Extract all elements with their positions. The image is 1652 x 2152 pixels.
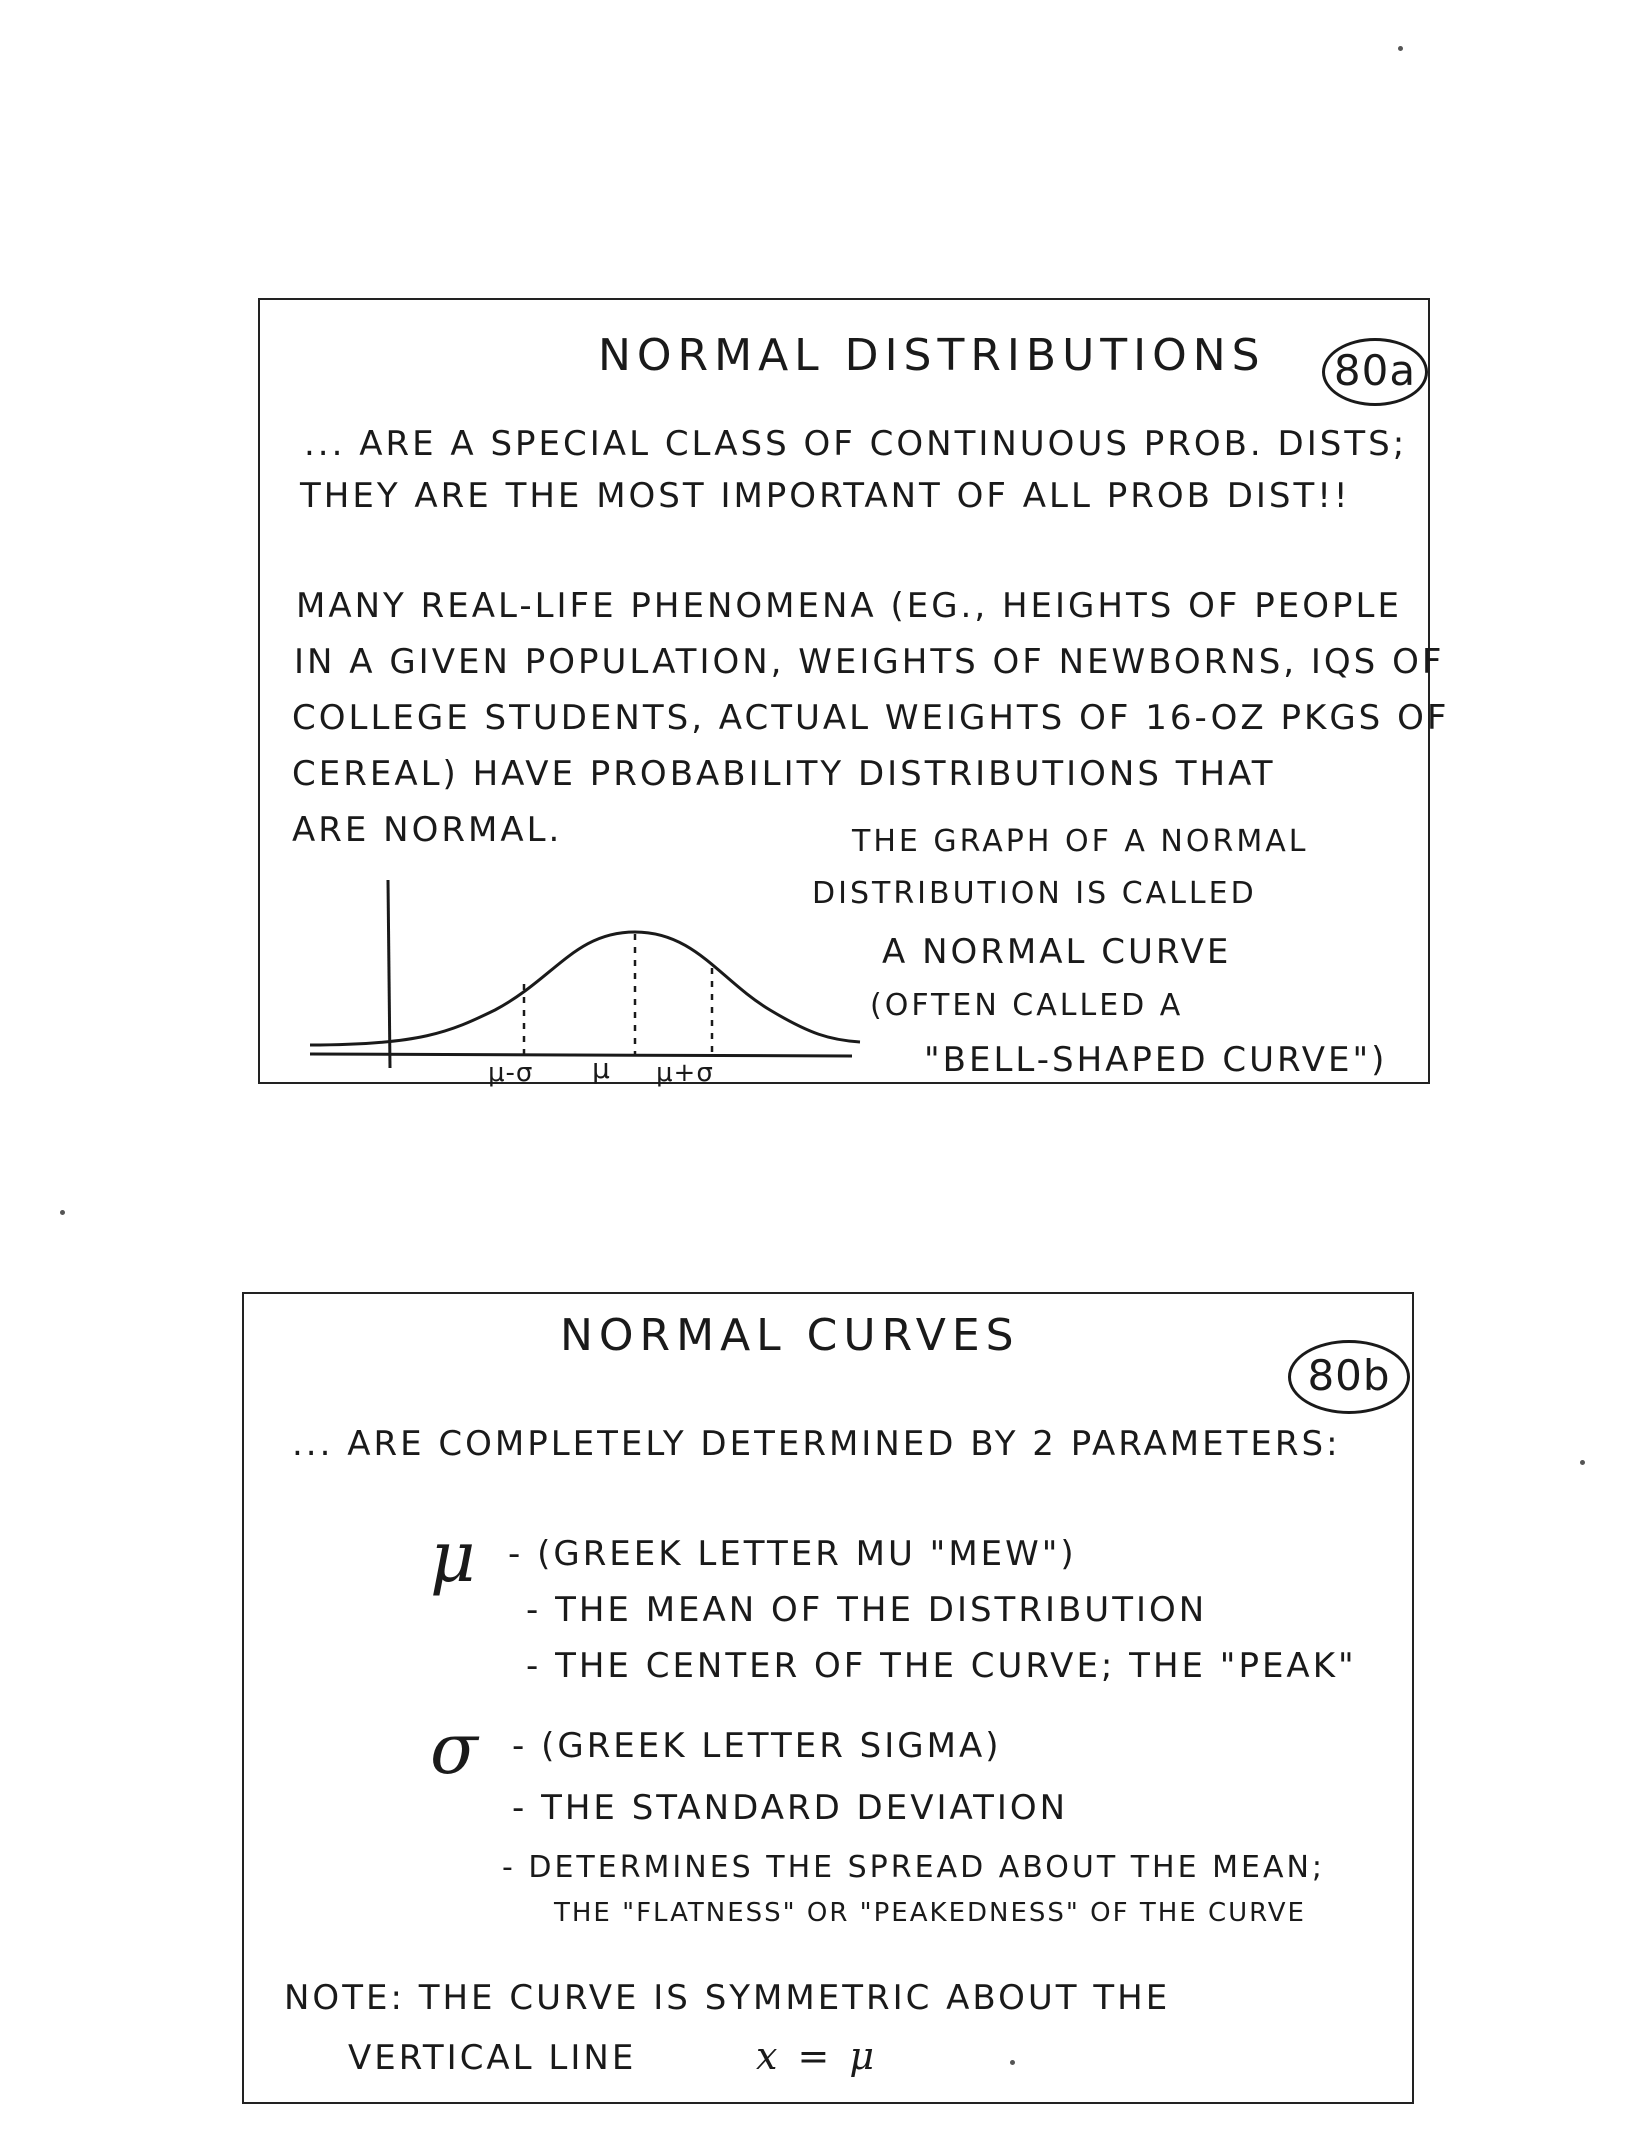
paragraph-line: CEREAL) HAVE PROBABILITY DISTRIBUTIONS THAT (292, 754, 1276, 794)
mu-symbol: μ (430, 1516, 476, 1598)
sigma-symbol: σ (430, 1708, 478, 1790)
sigma-line: THE "FLATNESS" OR "PEAKEDNESS" OF THE CURVE (554, 1898, 1306, 1928)
note-line: NOTE: THE CURVE IS SYMMETRIC ABOUT THE (284, 1978, 1171, 2018)
card-title: NORMAL CURVES (560, 1310, 1020, 1361)
paragraph-line: IN A GIVEN POPULATION, WEIGHTS OF NEWBORNS, IQS OF (294, 642, 1445, 682)
normal-curve (310, 932, 860, 1045)
graph-note-line: "BELL-SHAPED CURVE") (924, 1040, 1388, 1080)
x-axis (310, 1054, 852, 1056)
card-title: NORMAL DISTRIBUTIONS (598, 330, 1266, 381)
note-formula: x = μ (756, 2034, 879, 2078)
page-badge: 80b (1288, 1340, 1410, 1414)
graph-note-line: (OFTEN CALLED A (870, 988, 1184, 1023)
scan-speck (60, 1210, 65, 1215)
graph-note-line: A NORMAL CURVE (882, 932, 1232, 972)
sigma-line: - THE STANDARD DEVIATION (512, 1788, 1069, 1828)
scan-speck (1398, 46, 1403, 51)
graph-note-line: THE GRAPH OF A NORMAL (852, 824, 1309, 859)
note-line: VERTICAL LINE (348, 2038, 637, 2078)
paragraph-line: MANY REAL-LIFE PHENOMENA (EG., HEIGHTS OF PEOPLE (296, 586, 1402, 626)
paragraph-line: COLLEGE STUDENTS, ACTUAL WEIGHTS OF 16-OZ PKGS OF (292, 698, 1450, 738)
intro-line: THEY ARE THE MOST IMPORTANT OF ALL PROB DIST!! (300, 476, 1351, 516)
mu-line: - (GREEK LETTER MU "MEW") (508, 1534, 1077, 1574)
y-axis (388, 880, 390, 1068)
intro-line: ... ARE A SPECIAL CLASS OF CONTINUOUS PROB. DISTS; (304, 424, 1408, 464)
intro-line: ... ARE COMPLETELY DETERMINED BY 2 PARAMETERS: (292, 1424, 1341, 1464)
curve-label-minus-sigma: μ-σ (488, 1058, 534, 1088)
notes-card-80b (242, 1292, 1414, 2104)
curve-label-plus-sigma: μ+σ (656, 1058, 714, 1088)
graph-note-line: DISTRIBUTION IS CALLED (812, 876, 1257, 911)
page-badge: 80a (1322, 338, 1428, 406)
paragraph-line: ARE NORMAL. (292, 810, 563, 850)
sigma-line: - DETERMINES THE SPREAD ABOUT THE MEAN; (502, 1850, 1326, 1885)
bell-curve-sketch (300, 860, 880, 1080)
curve-label-mean: μ (592, 1052, 611, 1085)
sigma-line: - (GREEK LETTER SIGMA) (512, 1726, 1002, 1766)
mu-line: - THE CENTER OF THE CURVE; THE "PEAK" (526, 1646, 1357, 1686)
mu-line: - THE MEAN OF THE DISTRIBUTION (526, 1590, 1208, 1630)
scan-speck (1580, 1460, 1585, 1465)
notes-card-80a (258, 298, 1450, 1088)
